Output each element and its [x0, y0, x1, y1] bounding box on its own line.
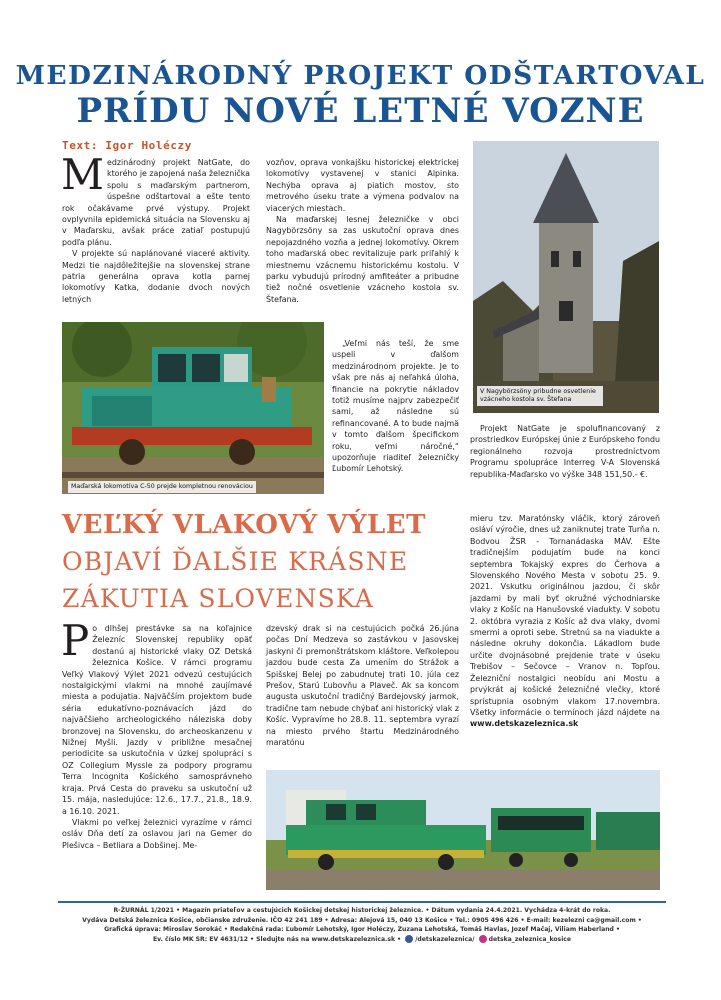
paragraph: dzevský drak si na cestujúcich počká 26.júna počas Dní Medzeva so zastávkou v Jasovskej jaskyni či premonštrátskom kláštore. Veľkolepou jazdou bude cesta Za umením do Strážok a Spišskej Belej po zabudnutej trati 10. júla cez Prešov, Starú Ľubovňu a Plaveč. Ak sa koncom augusta uskutoční tradičný Bardejovský jarmok, tradične tam nebude chýbať ani historický vlak z Košíc. Vypravíme ho 28.8. 11. septembra vyrazí na miesto prvého štartu Medzinárodného maratónu	[266, 624, 459, 748]
paragraph-text: mieru tzv. Maratónsky vláčik, ktorý zároveň osláví výročie, dnes už zaniknutej trate Turňa n. Bodvou ŽSR - Tornanádaska MÁV. Ešte tradičnejším podujatím bude na konci septembra Tokajský expres do Čerhova a Slovenského Nového Mesta v sobotu 25. 9. 2021. Vskutku originálnou jazdou, či skôr jazdami by mali byť okružné východniarske vlaky z Košíc na Hanušovské viadukty. V sobotu 2. októbra vyrazia z Košíc až dva vlaky, dvomi smermi a oproti sebe. Stretnú sa na viadukte a následne okruhy dokončia. Lákadlom bude určite dvojnásobné prejdenie trate v úseku Trebišov – Sečovce – Vranov n. Topľou. Železniční nostalgici neobídu ani Mostu a prvýkrát aj košické železničné vlečky, ktoré sprístupnia osobným vlakom 17.novembra. Všetky informácie o termínoch jázd nájdete na	[470, 514, 660, 717]
footer-line: Vydáva Detská železnica Košice, občianske združenie. IČO 42 241 189 • Adresa: Alejová 15, 040 13 Košice • Tel.: 0905 496 426 • E-mail: kezelezni ca@gmail.com •	[82, 916, 642, 924]
dropcap: P	[61, 616, 90, 665]
locomotive-image	[62, 322, 324, 494]
paragraph	[470, 513, 660, 730]
article1-column-2	[266, 157, 459, 305]
article2-column-1	[61, 616, 252, 851]
paragraph: V projekte sú naplánované viaceré aktivity. Medzi tie najdôležitejšie na slovenskej strane patria generálna oprava kotla parnej lokomotívy Katka, dodanie dvoch nových letných	[62, 249, 250, 304]
footer-line: R-ŽURNÁL 1/2021 • Magazín priateľov a cestujúcich Košickej detskej historickej železnice. • Dátum vydania 24.4.2021. Vychádza 4-krát do roka.	[113, 907, 611, 914]
article2-column-2	[266, 623, 459, 748]
facebook-icon[interactable]	[405, 935, 413, 943]
instagram-handle[interactable]: detska_zeleznica_kosice	[488, 935, 572, 943]
article2-title-line1: VEĽKÝ VLAKOVÝ VÝLET	[62, 510, 426, 540]
paragraph: „Veľmi nás teší, že sme uspeli v ďalšom medzinárodnom projekte. Je to však pre nás aj neľahká úloha, financie na pokrytie nákladov totiž musíme najprv zabezpečiť sami, až následne sú refinancované. A to bude najmä v tomto ďalšom špecifickom roku, veľmi náročné,“ upozorňuje riaditeľ železničky Ľubomír Lehotský.	[332, 339, 459, 474]
author-line: Text: Igor Holéczy	[62, 139, 193, 152]
facebook-handle[interactable]: /detskazeleznica/	[415, 935, 475, 943]
paragraph: o dlhšej prestávke sa na koľajnice Železníc Slovenskej republiky opäť dostanú aj historické vlaky OZ Detská železnica Košice. V rámci programu Veľký Vlakový Výlet 2021 odvezú cestujúcich nostalgickými vlakmi na mnohé zaujímavé miesta a podujatia. Najväčším projektom bude séria edukatívno-poznávacích jázd do najväčšieho archeologického náleziska doby bronzovej na Slovensku, do archeoskanzenu v Nižnej Myšli. Jazdy v približne mesačnej periodicite sa uskutočnia v úzkej spolupráci s OZ Collegium Myssle za podpory programu Terra Incognita Košického samosprávneho kraja. Prvá Cesta do praveku sa uskutoční už 15. mája, nasledujúce: 12.6., 17.7., 21.8., 18.9. a 16.10. 2021.	[62, 624, 252, 816]
paragraph: Vlakmi po veľkej železnici vyrazíme v rámci osláv Dňa detí za oslavou jari na Gemer do Plešivca – Betliara a Dobšinej. Me-	[62, 817, 252, 850]
train-photo	[266, 770, 660, 890]
footer	[58, 901, 666, 953]
paragraph: vozňov, oprava vonkajšku historickej elektrickej lokomotívy vystavenej v stanici Alpinka. Nechýba oprava aj piatich mostov, sto metrového úseku trate a výmena podvalov na viacerých miestach.	[266, 158, 459, 213]
photo-caption: V Nagybörzsöny pribudne osvetlenie vzácneho kostola sv. Štefana	[477, 386, 603, 406]
paragraph: edzinárodný projekt NatGate, do ktorého je zapojená naša železnička spolu s maďarským partnerom, úspešne odštartoval a ešte tento rok očakávame prvé výstupy. Projekt ovplyvnila epidemická situácia na Slovensku aj v Maďarsku, avšak práce zatiaľ postupujú podľa plánu.	[62, 158, 250, 247]
article-kicker: MEDZINÁRODNÝ PROJEKT ODŠTARTOVAL	[15, 60, 706, 91]
church-photo	[473, 141, 659, 413]
photo-caption: Maďarská lokomotíva C-50 prejde kompletnou renováciou	[68, 481, 256, 493]
website-link[interactable]: www.detskazeleznica.sk	[470, 719, 579, 729]
article1-column-3	[470, 423, 660, 480]
footer-line: Grafická úprava: Miroslav Sorokáč • Redakčná rada: Ľubomír Lehotský, Igor Holéczy, Zuzana Lehotská, Tomáš Havlas, Jozef Mačaj, Viliam Haberland •	[104, 926, 620, 933]
article1-quote	[332, 338, 459, 475]
paragraph: Projekt NatGate je spolufinancovaný z prostriedkov Európskej únie z Európskeho fondu regionálneho rozvoja prostredníctvom Programu spolupráce Interreg V-A Slovenská republika-Maďarsko vo výške 348 151,50.- €.	[470, 424, 660, 479]
church-image	[473, 141, 659, 413]
footer-line: Ev. číslo MK SR: EV 4631/12 • Sledujte nás na www.detskazeleznica.sk •	[152, 935, 402, 943]
dropcap: M	[61, 150, 105, 199]
article-title: PRÍDU NOVÉ LETNÉ VOZNE	[76, 91, 645, 131]
article2-column-3	[470, 513, 660, 730]
paragraph: Na maďarskej lesnej železničke v obci Nagybörzsöny sa zas uskutoční oprava dnes nepojazdného vozňa a jednej lokomotívy. Okrem toho maďarská obec revitalizuje park priľahlý k miestnemu vzácnemu historickému kostolu. V parku vybudujú prírodný amfiteáter a pribudne tiež nočné osvetlenie vzácneho kostola sv. Štefana.	[266, 215, 459, 304]
train-image	[266, 770, 660, 890]
article2-title-line2: OBJAVÍ ĎALŠIE KRÁSNE	[62, 547, 409, 576]
footer-line-social	[58, 935, 666, 945]
article2-title-line3: ZÁKUTIA SLOVENSKA	[62, 584, 375, 613]
article1-column-1	[61, 150, 250, 305]
locomotive-photo	[62, 322, 324, 494]
instagram-icon[interactable]	[479, 935, 487, 943]
